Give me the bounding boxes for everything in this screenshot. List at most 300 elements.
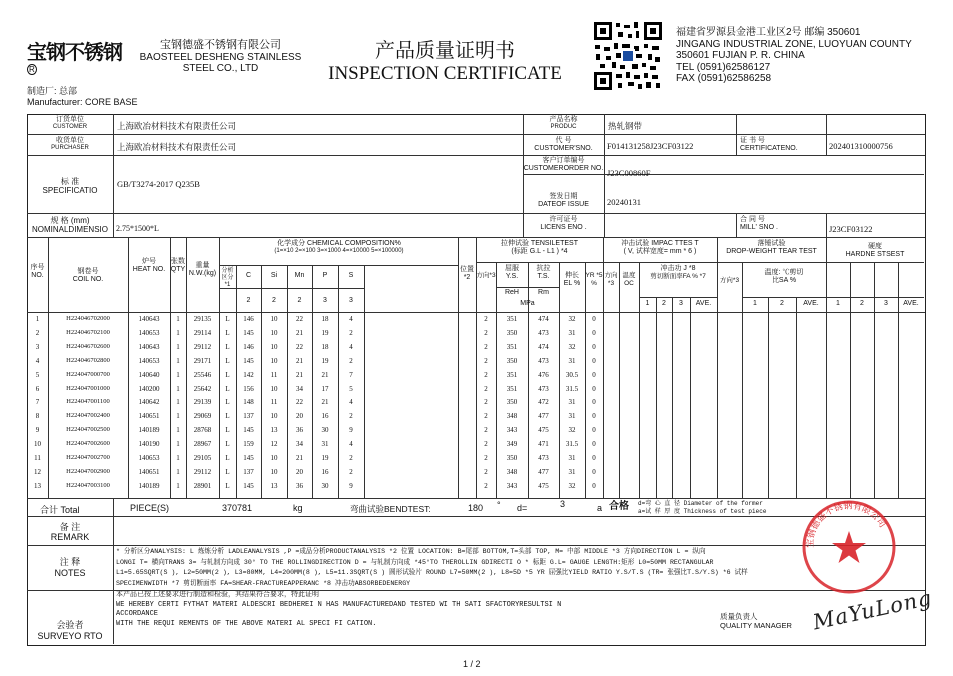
address-en-1: JINGANG INDUSTRIAL ZONE, LUOYUAN COUNTY bbox=[676, 38, 912, 50]
total-label: 合计 Total bbox=[40, 505, 80, 515]
cell-ys: 350 bbox=[506, 356, 518, 365]
cell-heat: 140640 bbox=[138, 370, 160, 379]
cell-pos: 2 bbox=[484, 440, 488, 449]
cell-mn: 21 bbox=[296, 370, 303, 379]
cell-el: 32 bbox=[568, 315, 576, 323]
cell-s: 2 bbox=[349, 356, 353, 365]
title-cn: 产品质量证明书 bbox=[375, 38, 515, 62]
cell-nw: 29069 bbox=[193, 412, 212, 421]
impact-col-ave: AVE. bbox=[695, 300, 712, 307]
cell-ys: 351 bbox=[506, 342, 518, 351]
cell-qty: 1 bbox=[176, 370, 180, 379]
cell-yr: 0 bbox=[592, 328, 596, 337]
col-heat: 炉号 HEAT NO. bbox=[132, 258, 166, 273]
cell-si: 10 bbox=[270, 315, 278, 323]
purchaser-label: 收货单位 PURCHASER bbox=[51, 137, 89, 151]
bend-degree: ° bbox=[497, 500, 501, 510]
cell-el: 31 bbox=[568, 467, 576, 476]
cell-heat: 140642 bbox=[138, 398, 160, 407]
cell-c: 145 bbox=[243, 426, 254, 435]
col-ts: 抗拉 T.S. bbox=[536, 265, 551, 280]
scale-s: 3 bbox=[349, 297, 353, 304]
hard-col-1: 1 bbox=[836, 300, 840, 307]
cell-an: L bbox=[225, 342, 230, 351]
cell-mn: 36 bbox=[296, 426, 303, 435]
spec-label: 标 准 SPECIFICATIO bbox=[42, 177, 98, 195]
cell-qty: 1 bbox=[176, 356, 180, 365]
hard-col-ave: AVE. bbox=[903, 300, 919, 307]
dwtt-col-1: 1 bbox=[753, 300, 757, 307]
cell-si: 13 bbox=[270, 481, 278, 490]
cell-si: 13 bbox=[270, 426, 278, 435]
cell-si: 11 bbox=[270, 370, 278, 379]
cell-c: 148 bbox=[243, 398, 254, 407]
cell-p: 31 bbox=[321, 440, 329, 449]
cell-yr: 0 bbox=[592, 481, 596, 490]
cell-heat: 140653 bbox=[138, 454, 160, 462]
cell-p: 21 bbox=[321, 370, 329, 379]
cell-mn: 20 bbox=[296, 412, 303, 421]
cell-nw: 28967 bbox=[193, 440, 212, 449]
cell-c: 159 bbox=[243, 440, 254, 449]
cell-si: 11 bbox=[270, 398, 278, 407]
dwtt-col-ave: AVE. bbox=[803, 300, 819, 307]
cell-c: 145 bbox=[243, 481, 254, 490]
cell-mn: 20 bbox=[296, 467, 303, 476]
col-dwtt-dir: 方向*3 bbox=[719, 277, 740, 284]
cell-yr: 0 bbox=[592, 426, 596, 435]
col-s: S bbox=[348, 272, 354, 279]
cell-nw: 29105 bbox=[193, 454, 212, 462]
cell-no: 10 bbox=[34, 440, 41, 449]
page-title bbox=[310, 34, 580, 85]
cell-s: 4 bbox=[349, 315, 353, 323]
cell-pos: 2 bbox=[484, 426, 488, 435]
col-el: 伸长 EL % bbox=[563, 272, 581, 287]
cell-ys: 343 bbox=[506, 481, 518, 490]
cell-qty: 1 bbox=[176, 384, 180, 393]
date-label: 签发日期 DATEOF ISSUE bbox=[538, 193, 589, 208]
cell-c: 156 bbox=[243, 384, 254, 393]
cell-an: L bbox=[225, 328, 230, 337]
cell-el: 31 bbox=[568, 454, 576, 462]
cell-qty: 1 bbox=[176, 481, 180, 490]
scale-si: 2 bbox=[272, 297, 276, 304]
col-analysis: 分析区分*1 bbox=[221, 268, 234, 288]
cell-coil: H224047002600 bbox=[66, 440, 110, 448]
col-position: 位置*2 bbox=[460, 266, 474, 281]
cell-si: 10 bbox=[270, 412, 278, 421]
cell-el: 32 bbox=[568, 342, 576, 351]
order-value: J23C00860F bbox=[607, 168, 651, 178]
cell-c: 146 bbox=[243, 342, 254, 351]
cell-an: L bbox=[225, 412, 230, 421]
cell-an: L bbox=[225, 481, 230, 490]
total-unit: kg bbox=[293, 503, 303, 513]
col-reh: ReH bbox=[504, 289, 519, 296]
cell-c: 142 bbox=[243, 370, 254, 379]
company-name-cn: 宝钢德盛不锈钢有限公司 bbox=[160, 39, 281, 51]
cell-pos: 2 bbox=[484, 384, 488, 393]
signature: MaYuLong bbox=[810, 585, 935, 635]
cell-mn: 21 bbox=[296, 454, 303, 462]
cell-coil: H224047000700 bbox=[66, 370, 110, 378]
cell-s: 9 bbox=[349, 426, 353, 435]
cell-el: 32 bbox=[568, 481, 576, 490]
impact-col-2: 2 bbox=[662, 300, 666, 307]
cell-el: 31 bbox=[568, 412, 576, 421]
cell-ts: 477 bbox=[538, 412, 549, 421]
cell-p: 18 bbox=[321, 342, 329, 351]
cell-s: 2 bbox=[349, 454, 353, 462]
cell-ys: 351 bbox=[506, 315, 518, 323]
cell-pos: 2 bbox=[484, 398, 488, 407]
cell-yr: 0 bbox=[592, 467, 596, 476]
cell-heat: 140651 bbox=[138, 467, 160, 476]
licens-label: 许可证号 LICENS ENO . bbox=[540, 216, 587, 231]
cell-no: 7 bbox=[35, 398, 40, 407]
custno-value: F014131258J23CF03122 bbox=[607, 141, 694, 151]
cell-pos: 2 bbox=[484, 315, 488, 323]
cell-nw: 29139 bbox=[193, 398, 212, 407]
cell-heat: 140653 bbox=[138, 328, 160, 337]
cell-qty: 1 bbox=[176, 440, 180, 449]
cell-ts: 472 bbox=[538, 398, 549, 407]
col-rm: Rm bbox=[538, 289, 549, 296]
cell-heat: 140653 bbox=[138, 356, 160, 365]
cell-no: 13 bbox=[34, 481, 41, 490]
cell-coil: H224046702800 bbox=[66, 356, 110, 364]
a-label: a bbox=[597, 503, 603, 513]
cell-si: 10 bbox=[270, 384, 278, 393]
product-label: 产品名称 PRODUC bbox=[549, 116, 578, 130]
cell-no: 9 bbox=[35, 426, 40, 435]
cell-s: 5 bbox=[349, 384, 353, 393]
cell-ts: 476 bbox=[538, 370, 549, 379]
col-p: P bbox=[322, 272, 328, 279]
cell-s: 4 bbox=[349, 398, 353, 407]
cell-s: 4 bbox=[349, 342, 353, 351]
impact-j: 冲击功 J *8 剪切断面率FA % *7 bbox=[650, 265, 706, 280]
cell-mn: 36 bbox=[296, 481, 303, 490]
cell-yr: 0 bbox=[592, 454, 596, 462]
cell-pos: 2 bbox=[484, 481, 488, 490]
cell-heat: 140643 bbox=[138, 315, 160, 323]
cell-s: 2 bbox=[349, 328, 353, 337]
mill-label: 合 同 号 MILL' SNO . bbox=[740, 216, 778, 231]
cell-no: 3 bbox=[35, 342, 40, 351]
cell-ys: 350 bbox=[506, 454, 518, 462]
cell-yr: 0 bbox=[592, 398, 596, 407]
cell-mn: 22 bbox=[296, 398, 303, 407]
cell-ys: 350 bbox=[506, 398, 518, 407]
cell-coil: H224047002700 bbox=[66, 454, 110, 461]
cell-mn: 22 bbox=[296, 342, 303, 351]
cell-ts: 473 bbox=[538, 454, 549, 462]
cell-s: 9 bbox=[349, 481, 353, 490]
cell-coil: H224047001100 bbox=[66, 398, 110, 406]
dwtt-temp: 温度: ℃剪切 比SA % bbox=[764, 269, 804, 284]
col-weight: 重量 N.W.(kg) bbox=[188, 262, 217, 277]
cell-c: 137 bbox=[243, 412, 254, 421]
seal-text: 宝钢德盛不锈钢有限公司 bbox=[805, 501, 888, 549]
cell-coil: H224046702600 bbox=[66, 342, 110, 350]
cell-an: L bbox=[225, 370, 230, 379]
cell-el: 32 bbox=[568, 426, 576, 435]
cell-mn: 34 bbox=[296, 440, 303, 449]
spec-value: GB/T3274-2017 Q235B bbox=[117, 179, 200, 189]
cell-c: 146 bbox=[243, 315, 254, 323]
cell-si: 10 bbox=[270, 467, 278, 476]
cell-mn: 34 bbox=[296, 384, 303, 393]
cell-p: 19 bbox=[321, 454, 329, 462]
cell-p: 21 bbox=[321, 398, 329, 407]
cell-yr: 0 bbox=[592, 384, 596, 393]
cell-an: L bbox=[225, 356, 230, 365]
qr-code-icon bbox=[592, 20, 664, 92]
address-en-2: 350601 FUJIAN P. R. CHINA bbox=[676, 50, 805, 61]
cell-qty: 1 bbox=[176, 426, 180, 435]
col-coil: 钢卷号 COIL NO. bbox=[72, 268, 104, 283]
cell-p: 30 bbox=[321, 481, 329, 490]
cell-c: 145 bbox=[243, 356, 254, 365]
cell-ts: 475 bbox=[538, 481, 549, 490]
impact-col-3: 3 bbox=[679, 300, 683, 307]
nominal-value: 2.75*1500*L bbox=[116, 224, 159, 233]
manufacturer-cn: 制造厂: 总部 bbox=[27, 86, 78, 96]
cell-pos: 2 bbox=[484, 467, 488, 476]
total-piece: PIECE(S) bbox=[130, 503, 170, 513]
address-tel: TEL (0591)62586127 bbox=[676, 61, 771, 73]
cell-qty: 1 bbox=[176, 342, 180, 351]
cell-yr: 0 bbox=[592, 370, 596, 379]
cell-p: 19 bbox=[321, 356, 329, 365]
cell-si: 10 bbox=[270, 328, 278, 337]
cell-ys: 349 bbox=[506, 440, 518, 449]
cell-coil: H224047002500 bbox=[66, 426, 110, 434]
cell-el: 31 bbox=[568, 328, 576, 337]
cell-ys: 351 bbox=[506, 384, 518, 393]
qr-code bbox=[592, 20, 664, 92]
d-label: d= bbox=[517, 503, 528, 513]
cell-an: L bbox=[225, 454, 230, 462]
impact-col-1: 1 bbox=[645, 300, 650, 307]
col-impact-temp: 温度 OC bbox=[622, 272, 636, 287]
cell-nw: 25642 bbox=[193, 384, 212, 393]
cell-qty: 1 bbox=[176, 315, 180, 323]
col-yr: YR *5 % bbox=[585, 272, 603, 287]
company-name-en-2: STEEL CO., LTD bbox=[182, 63, 259, 74]
cell-heat: 140189 bbox=[138, 481, 160, 490]
certify-text: 本产品已按上述要求进行制造和检验，其结果符合要求，特此证明 WE HEREBY CERTI FYTHAT MATERI ALDESCRI BEDHEREI N HAS MANUFACTUREDAND TESTED WI TH SATI SFACTORYRESULTSI N ACCORDANCE WITH THE REQUI REMENTS OF THE ABOVE MATERI AL SPECI FI CATION. bbox=[116, 591, 562, 628]
cell-heat: 140189 bbox=[138, 426, 160, 435]
cell-ts: 474 bbox=[538, 342, 549, 351]
nominal-label: 规 格 (mm) NOMINALDIMENSIO bbox=[31, 216, 108, 234]
cell-pos: 2 bbox=[484, 328, 488, 337]
cell-an: L bbox=[225, 398, 230, 407]
customer-label: 订货单位 CUSTOMER bbox=[52, 116, 88, 130]
bend-label: 弯曲试验BENDTEST: bbox=[350, 504, 431, 514]
cell-el: 31 bbox=[568, 356, 576, 365]
certno-value: 202401310000756 bbox=[829, 141, 893, 151]
bend-legend: d=弯 心 直 径 Diameter of the former a=试 样 厚 度 Thickness of test piece bbox=[638, 500, 767, 515]
company-name-en-1: BAOSTEEL DESHENG STAINLESS bbox=[139, 52, 302, 63]
cell-p: 16 bbox=[321, 412, 329, 421]
company-seal bbox=[800, 498, 898, 596]
col-c: C bbox=[245, 272, 252, 279]
cell-ts: 473 bbox=[538, 384, 549, 393]
cell-ts: 477 bbox=[538, 467, 549, 476]
impact-title: 冲击试验 IMPAC TTES T ( V, 试样宽度= mm * 6 ) bbox=[621, 240, 699, 255]
customer-value: 上海欧冶材料技术有限责任公司 bbox=[117, 121, 237, 131]
cell-an: L bbox=[225, 440, 230, 449]
cell-el: 31.5 bbox=[565, 440, 579, 449]
remark-label: 备 注 REMARK bbox=[50, 522, 90, 542]
cell-pos: 2 bbox=[484, 454, 488, 462]
cell-qty: 1 bbox=[176, 467, 180, 476]
cell-ys: 348 bbox=[506, 467, 518, 476]
manufacturer bbox=[27, 86, 138, 108]
col-mpa: MPa bbox=[520, 300, 535, 307]
product-value: 热轧钢带 bbox=[608, 121, 643, 131]
cell-si: 12 bbox=[270, 440, 278, 449]
title-en: INSPECTION CERTIFICATE bbox=[328, 63, 562, 84]
company-address bbox=[676, 27, 936, 85]
cell-coil: H224047002400 bbox=[66, 412, 110, 420]
cell-ts: 475 bbox=[538, 426, 549, 435]
cell-c: 145 bbox=[243, 454, 254, 462]
cell-mn: 21 bbox=[296, 356, 303, 365]
company-name bbox=[133, 36, 308, 74]
cell-qty: 1 bbox=[176, 412, 180, 421]
address-cn: 福建省罗源县金港工业区2号 邮编 350601 bbox=[676, 27, 861, 38]
cell-ts: 473 bbox=[538, 356, 549, 365]
cell-yr: 0 bbox=[592, 356, 596, 365]
cell-p: 17 bbox=[321, 384, 329, 393]
scale-mn: 2 bbox=[297, 297, 302, 304]
cell-pos: 2 bbox=[484, 356, 488, 365]
cell-nw: 25546 bbox=[193, 370, 212, 379]
cell-yr: 0 bbox=[592, 342, 596, 351]
cell-heat: 140651 bbox=[138, 412, 160, 421]
dwtt-title: 落锤试验 DROP-WEIGHT TEAR TEST bbox=[726, 240, 817, 255]
registered-mark: R bbox=[29, 65, 35, 74]
cell-p: 30 bbox=[321, 426, 329, 435]
cell-ys: 343 bbox=[506, 426, 518, 435]
cell-p: 16 bbox=[321, 467, 329, 476]
bend-value: 180 bbox=[468, 503, 484, 513]
cell-c: 137 bbox=[243, 467, 254, 476]
order-label: 客户订单编号 CUSTOMERORDER NO. bbox=[523, 157, 604, 172]
cell-heat: 140200 bbox=[138, 384, 160, 393]
address-fax: FAX (0591)62586258 bbox=[676, 73, 772, 84]
chem-title: 化学成分 CHEMICAL COMPOSITION% (1=×10 2=×100 3=×1000 4=×10000 5=×100000) bbox=[274, 240, 404, 254]
cell-p: 18 bbox=[321, 315, 329, 323]
cell-el: 31 bbox=[568, 398, 576, 407]
dwtt-col-2: 2 bbox=[780, 300, 784, 307]
page-number: 1 / 2 bbox=[463, 659, 481, 669]
cell-no: 8 bbox=[35, 412, 40, 421]
cell-s: 7 bbox=[349, 370, 353, 379]
purchaser-value: 上海欧冶材料技术有限责任公司 bbox=[117, 142, 237, 152]
cell-qty: 1 bbox=[176, 454, 180, 462]
cell-an: L bbox=[225, 315, 230, 323]
cell-yr: 0 bbox=[592, 440, 596, 449]
notes-label: 注 释 NOTES bbox=[54, 557, 86, 578]
cell-nw: 29112 bbox=[193, 342, 212, 351]
date-value: 20240131 bbox=[607, 197, 641, 207]
col-mn: Mn bbox=[294, 272, 305, 279]
cell-pos: 2 bbox=[484, 412, 488, 421]
cell-ts: 474 bbox=[538, 315, 549, 323]
company-logo bbox=[27, 36, 127, 74]
cell-coil: H224046702000 bbox=[66, 315, 110, 322]
cell-s: 4 bbox=[349, 440, 353, 449]
surveyor-label: 会验者 SURVEYO RTO bbox=[37, 620, 103, 641]
cell-ts: 473 bbox=[538, 328, 549, 337]
cell-no: 4 bbox=[35, 356, 40, 365]
cell-coil: H224047002900 bbox=[66, 467, 110, 475]
logo-text: 宝钢不锈钢 bbox=[27, 42, 122, 64]
cell-heat: 140643 bbox=[138, 342, 160, 351]
cell-pos: 2 bbox=[484, 342, 488, 351]
cell-no: 5 bbox=[35, 370, 40, 379]
col-seq: 序号 NO. bbox=[30, 264, 45, 279]
cell-s: 2 bbox=[349, 412, 353, 421]
col-qty: 张数 QTY bbox=[170, 258, 186, 273]
cell-ys: 350 bbox=[506, 328, 518, 337]
col-dir: 方向*3 bbox=[476, 272, 496, 279]
quality-manager: 质量负责人 QUALITY MANAGER bbox=[720, 612, 792, 630]
cell-coil: H224047003100 bbox=[66, 481, 110, 489]
hard-col-3: 3 bbox=[884, 300, 888, 307]
tensile-title: 拉伸试验 TENSILETEST (标距 G.L - L1 ) *4 bbox=[500, 240, 578, 255]
cell-s: 2 bbox=[349, 467, 353, 476]
cell-qty: 1 bbox=[176, 398, 180, 407]
cell-si: 10 bbox=[270, 454, 278, 462]
total-weight: 370781 bbox=[222, 503, 253, 513]
cell-coil: H224047001000 bbox=[66, 384, 110, 392]
cell-p: 19 bbox=[321, 328, 329, 337]
scale-p: 3 bbox=[323, 297, 327, 304]
cell-heat: 140190 bbox=[138, 440, 160, 449]
col-si: Si bbox=[270, 272, 278, 279]
col-impact-dir: 方向*3 bbox=[604, 272, 618, 287]
cell-si: 10 bbox=[270, 342, 278, 351]
cell-ts: 471 bbox=[538, 440, 549, 449]
certno-label: 证 书 号 CERTIFICATENO. bbox=[740, 137, 798, 152]
d-value: 3 bbox=[560, 499, 566, 509]
cell-nw: 29114 bbox=[193, 328, 212, 337]
hard-col-2: 2 bbox=[860, 300, 864, 307]
cell-yr: 0 bbox=[592, 315, 596, 323]
cell-nw: 29171 bbox=[193, 356, 212, 365]
cell-qty: 1 bbox=[176, 328, 180, 337]
cell-an: L bbox=[225, 384, 230, 393]
cell-ys: 348 bbox=[506, 412, 518, 421]
cell-nw: 28768 bbox=[193, 426, 212, 435]
cell-c: 145 bbox=[243, 328, 254, 337]
cell-yr: 0 bbox=[592, 412, 596, 421]
pass-label: 合格 bbox=[609, 501, 629, 512]
cell-no: 1 bbox=[35, 315, 40, 323]
cell-no: 12 bbox=[34, 467, 41, 476]
cell-mn: 21 bbox=[296, 328, 303, 337]
notes-text: * 分析区分ANALYSIS: L 炼炼分析 LADLEANALYSIS ,P =成品分析PRODUCTANALYSIS *2 位置 LOCATION: B=尾部 BOTTOM,T=头部 TOP, M= 中部 MIDDLE *3 方向DIRECTION L = 纵向 LONGI T= 横向TRANS 3= 与轧制方向成 30° TO THE ROLLINGDIRECTION D = 与轧制方向成 *45°TO THEROLLIN GDIRECTI O * 标距 G.L= GAUGE LENGTH:矩形 L0=50MM RECTANGULAR L1=5.65SQRT(S ), L2=50MM(2 ), L3=80MM, L4=200MM(8 ), L5=11.3SQRT(S ) 圆形试验片 ROUND L7=50MM(2 ), L8=5D *5 YR 屈强比YIELD RATIO Y.S/T.S (TR= 张强比T.S/Y.S) *6 试样 SPECIMENWIDTH *7 剪切断面率 FA=SHEAR-FRACTUREAPPERANC *8 冲击功ABSORBEDENERGY bbox=[116, 548, 748, 587]
cell-el: 31.5 bbox=[565, 384, 579, 393]
cell-an: L bbox=[225, 426, 230, 435]
cell-mn: 22 bbox=[296, 315, 303, 323]
